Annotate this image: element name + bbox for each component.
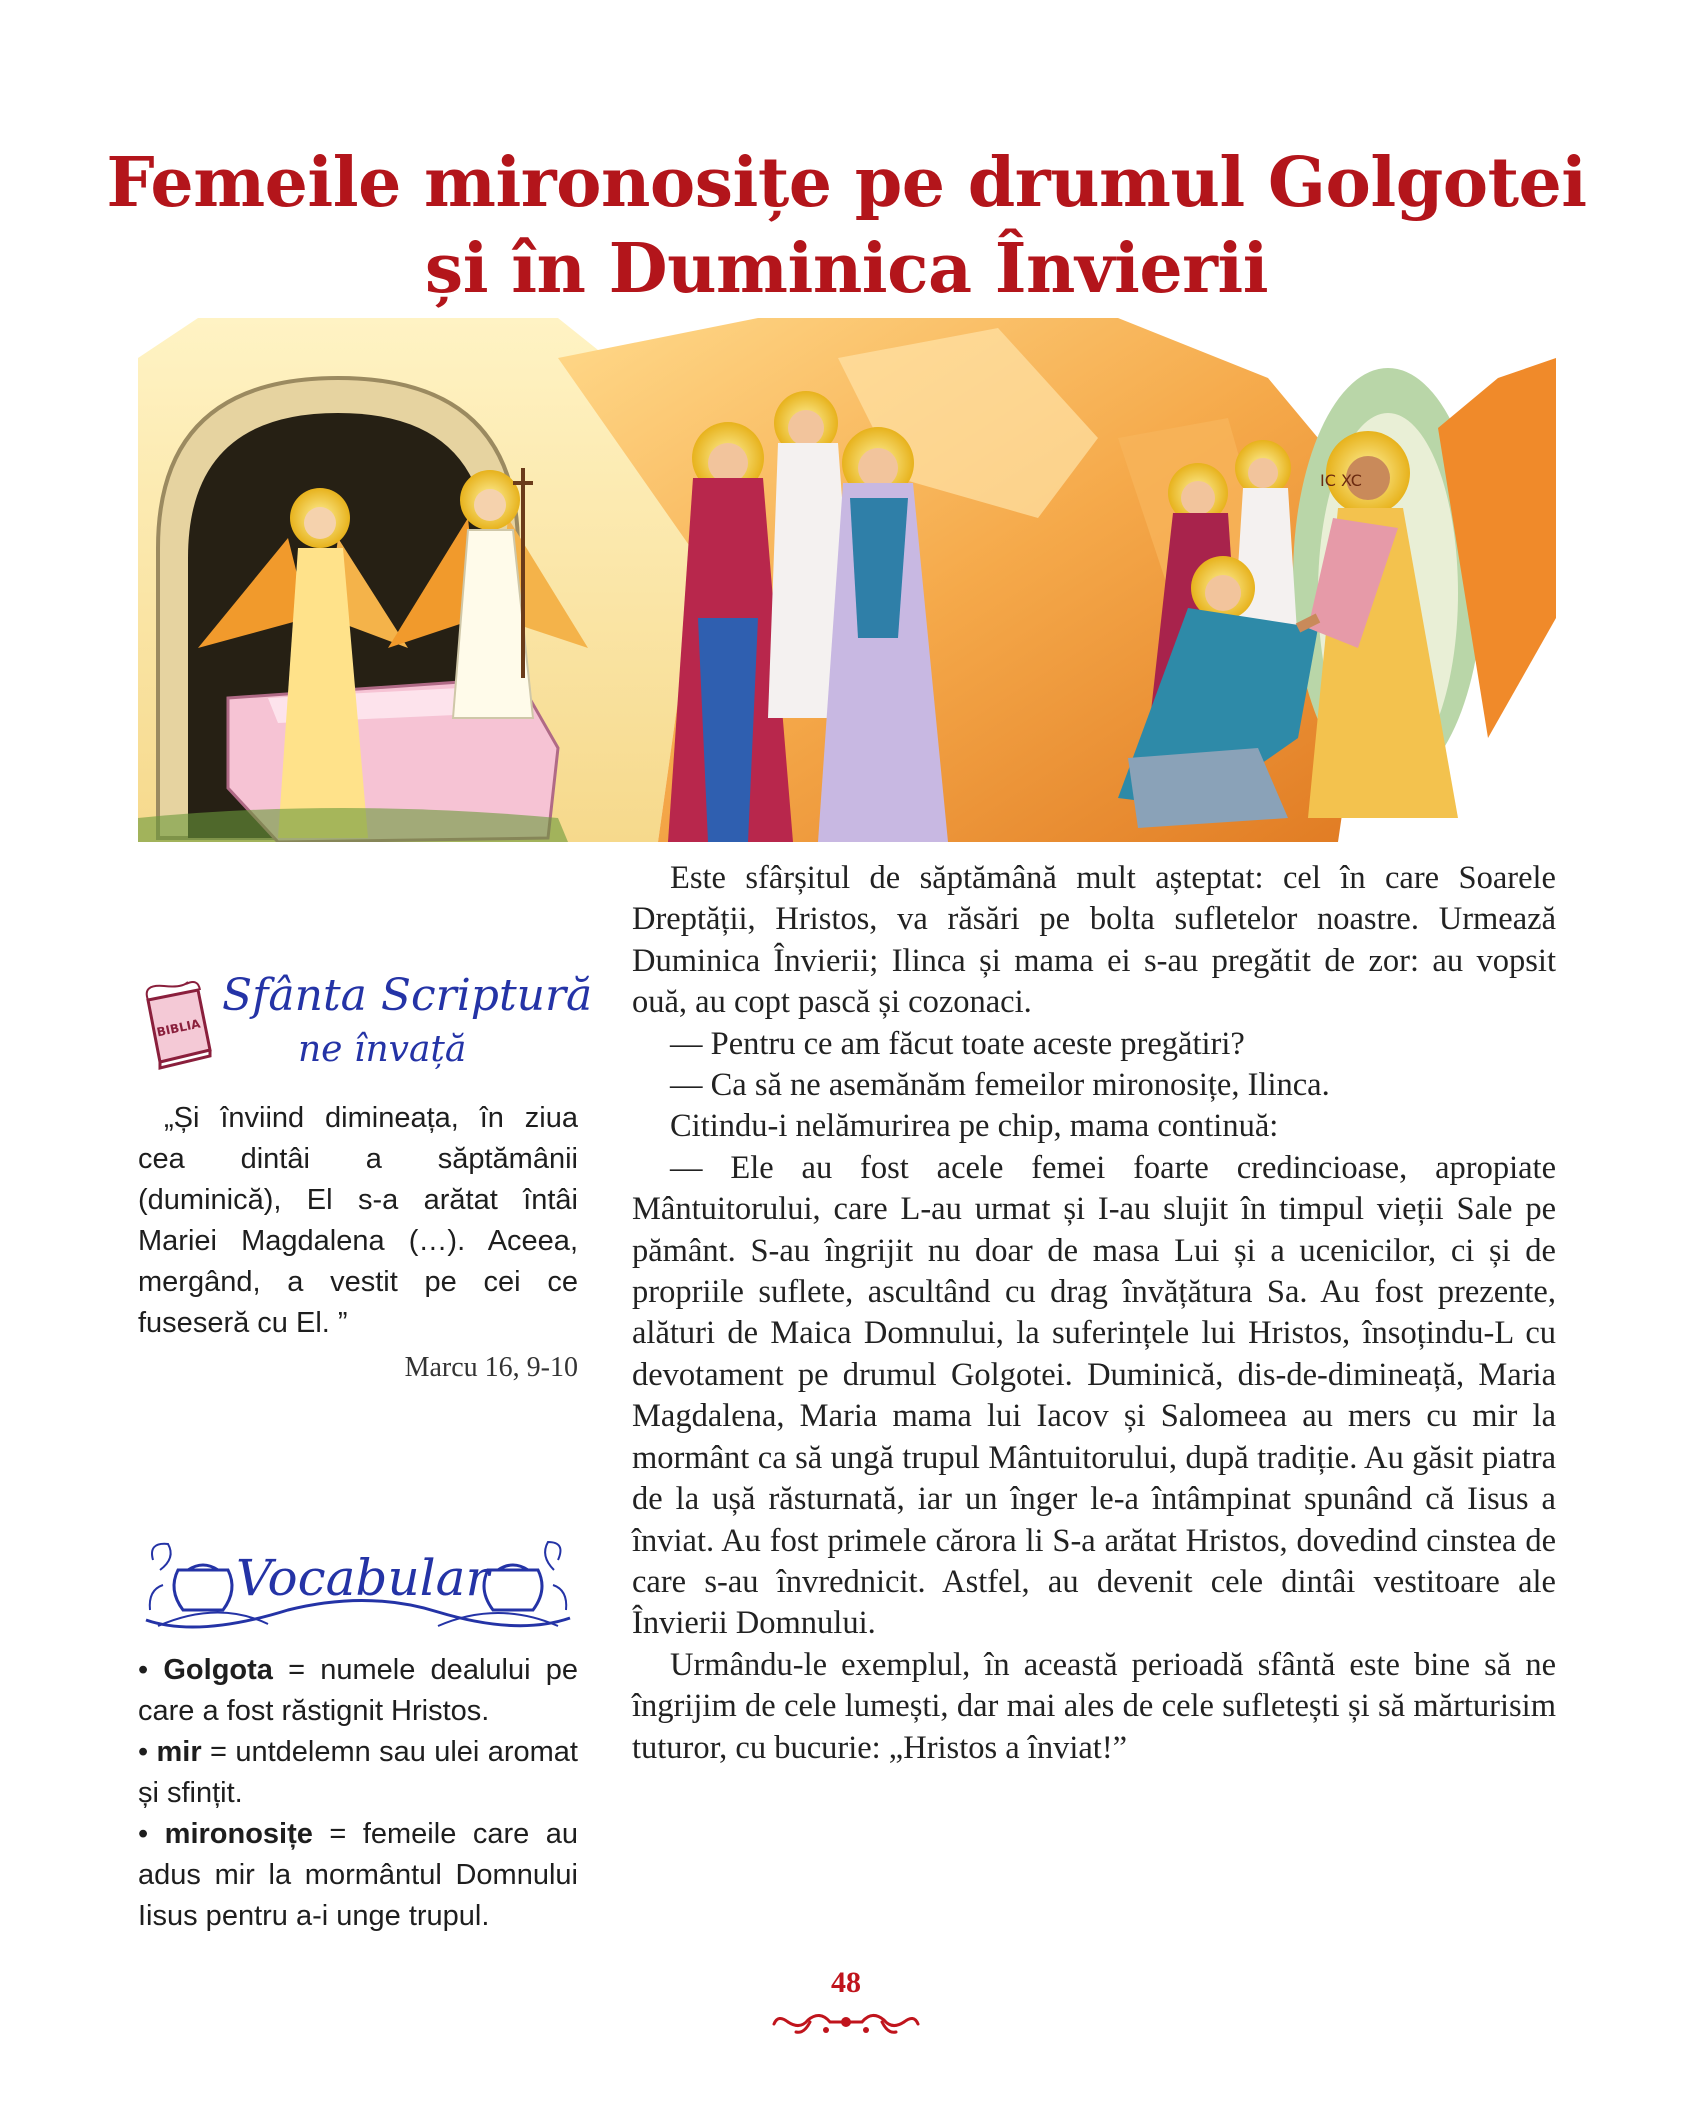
scripture-subheading: ne învață — [298, 1029, 467, 1070]
scripture-reference: Marcu 16, 9-10 — [404, 1352, 578, 1383]
vocabulary-term: mir — [156, 1736, 202, 1768]
vocabulary-definition: = femeile care au adus mir la mormântul Domnului Iisus pentru a-i unge trupul. — [138, 1818, 578, 1932]
paragraph: Este sfârșitul de săptămână mult așteptat: cel în care Soarele Dreptății, Hristos, va răsări pe bolta sufletelor noastre. Urmează Duminica Învierii; Ilinca și mama ei s-au pregătit de zor: au vopsit ouă, au copt pască și cozonaci. — [632, 860, 1556, 1021]
paragraph: Urmându-le exemplul, în această perioadă sfântă este bine să ne îngrijim de cele lumești, dar mai ales de cele sufletești și să mărturisim tuturor, cu bucurie: „Hristos a înviat!” — [632, 1646, 1556, 1766]
vocabulary-definition: = numele dealului pe care a fost răstignit Hristos. — [138, 1654, 578, 1727]
bible-book-icon — [138, 980, 220, 1070]
vocabulary-item: • mironosițe = femeile care au adus mir la mormântul Domnului Iisus pentru a-i unge trupul. — [138, 1818, 578, 1932]
page-title-line-2: și în Duminica Învierii — [424, 229, 1269, 309]
vocabulary-box — [138, 1530, 578, 1937]
paragraph: — Ele au fost acele femei foarte credincioase, apropiate Mântuitorului, care L-au urmat și I-au slujit în timpul vieții Sale pe pământ. S-au îngrijit nu doar de masa Lui și a ucenicilor, ci și de propriile suflete, ascultând cu drag învățătura Sa. Au fost prezente, alături de Maica Domnului, la suferințele lui Hristos, însoțindu-L cu devotament pe drumul Golgotei. Duminică, dis-de-dimineață, Maria Magdalena, Maria mama lui Iacov și Salomeea au mers cu mir la mormânt ca să ungă trupul Mântuitorului, după tradiție. Au găsit piatra de la ușă răsturnată, iar un înger le-a întâmpinat spunând că Iisus a înviat. Au fost primele cărora li S-a arătat Hristos, dovedind cinstea de care s-au învrednicit. Astfel, au devenit cele dintâi vestitoare ale Învierii Domnului. — [632, 1149, 1556, 1642]
svg-text:BIBLIA: BIBLIA — [155, 1016, 202, 1040]
scripture-heading: Sfânta Scriptură — [222, 970, 593, 1021]
vocabulary-list — [138, 1650, 578, 1937]
page-title — [80, 140, 1613, 312]
scripture-box — [138, 968, 593, 1388]
page-number: 48 — [831, 1966, 861, 1999]
myrrh-bearers-resurrection-icon — [138, 318, 1556, 842]
vocabulary-definition: = untdelemn sau ulei aromat și sfințit. — [138, 1736, 578, 1809]
page-title-line-1: Femeile mironosițe pe drumul Golgotei — [106, 143, 1587, 223]
scripture-quote: „Și înviind dimineața, în ziua cea dintâi a săptămânii (duminică), El s-a arătat întâi Mariei Magdalena (…). Aceea, mergând, a vestit pe cei ce fuseseră cu El. ” — [138, 1102, 578, 1339]
vocabulary-item: • mir = untdelemn sau ulei aromat și sfințit. — [138, 1736, 578, 1809]
scripture-header — [138, 968, 593, 1098]
paragraph: — Pentru ce am făcut toate aceste pregătiri? — [670, 1025, 1245, 1062]
tomb-inscription: IC XC — [1320, 471, 1362, 490]
vocabulary-header — [138, 1530, 578, 1640]
paragraph: Citindu-i nelămurirea pe chip, mama continuă: — [670, 1108, 1279, 1145]
main-text — [632, 858, 1556, 1769]
paragraph: — Ca să ne asemănăm femeilor mironosițe, Ilinca. — [670, 1067, 1330, 1104]
vocabulary-heading: Vocabular — [236, 1549, 490, 1607]
floral-ornament-icon — [770, 2000, 922, 2040]
vocabulary-term: Golgota — [163, 1654, 273, 1686]
vocabulary-item: • Golgota = numele dealului pe care a fost răstignit Hristos. — [138, 1654, 578, 1727]
vocabulary-term: mironosițe — [164, 1818, 313, 1850]
